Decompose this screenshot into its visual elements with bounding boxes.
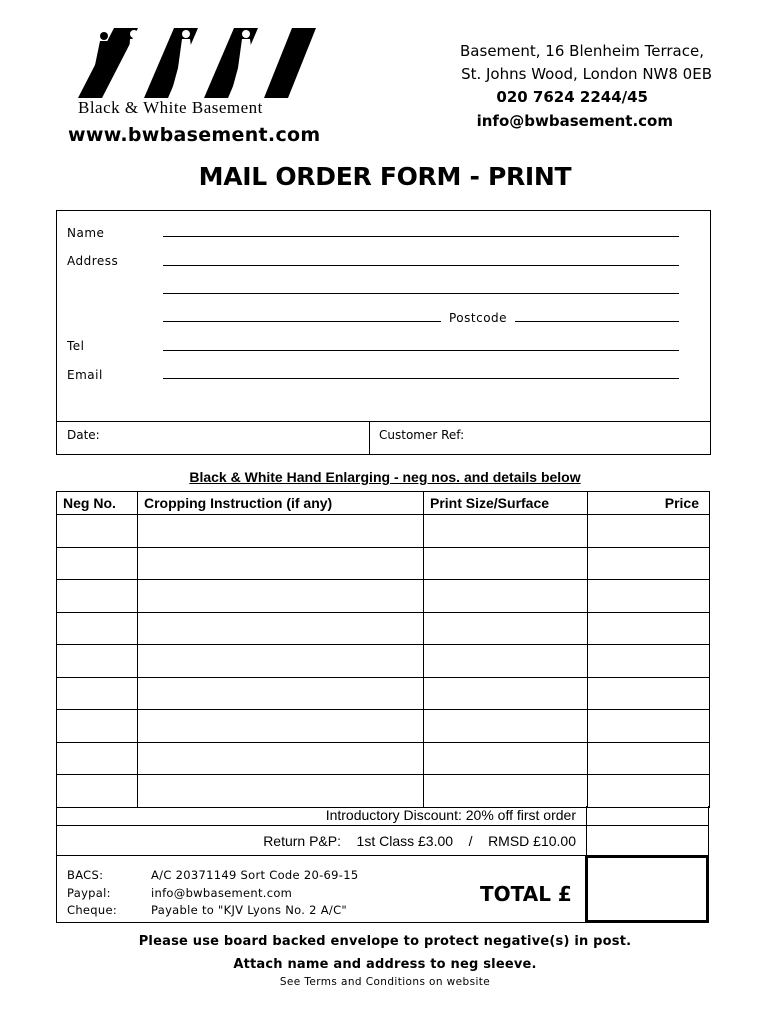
postage-row [56, 825, 709, 856]
email-label: Email [67, 368, 103, 382]
cropping-cell[interactable] [138, 547, 424, 580]
customer-details-box [56, 210, 711, 455]
table-row [57, 515, 710, 548]
paypal-value: info@bwbasement.com [151, 886, 293, 900]
print-size-cell[interactable] [424, 775, 588, 808]
postcode-label: Postcode [449, 311, 508, 325]
bacs-label: BACS: [67, 868, 104, 882]
table-row [57, 775, 710, 808]
price-cell[interactable] [588, 515, 710, 548]
table-row [57, 677, 710, 710]
bacs-value: A/C 20371149 Sort Code 20-69-15 [151, 868, 359, 882]
cropping-cell[interactable] [138, 515, 424, 548]
customer-ref-label: Customer Ref: [379, 428, 465, 442]
column-header-neg-no: Neg No. [57, 492, 138, 515]
print-size-cell[interactable] [424, 612, 588, 645]
address-line-2: St. Johns Wood, London NW8 0EB [461, 65, 712, 83]
print-size-cell[interactable] [424, 742, 588, 775]
website-link[interactable]: www.bwbasement.com [68, 124, 321, 146]
neg-no-cell[interactable] [57, 677, 138, 710]
table-row [57, 742, 710, 775]
postage-text: Return P&P: 1st Class £3.00 / RMSD £10.00 [263, 833, 576, 849]
cropping-cell[interactable] [138, 742, 424, 775]
table-row [57, 580, 710, 613]
email-field[interactable] [163, 378, 679, 379]
envelope-note: Please use board backed envelope to protect negative(s) in post. [138, 934, 632, 949]
total-label: TOTAL £ [480, 882, 572, 906]
name-field[interactable] [163, 236, 679, 237]
price-cell[interactable] [588, 677, 710, 710]
date-field[interactable] [57, 422, 370, 455]
tel-field[interactable] [163, 350, 679, 351]
column-header-print-size: Print Size/Surface [424, 492, 588, 515]
phone-number: 020 7624 2244/45 [496, 88, 648, 106]
sleeve-note: Attach name and address to neg sleeve. [233, 957, 537, 972]
address-field-line-2[interactable] [163, 293, 679, 294]
logo-wordmark: Black & White Basement [78, 98, 263, 117]
email-address[interactable]: info@bwbasement.com [476, 112, 673, 130]
postage-price-cell[interactable] [586, 826, 708, 855]
address-line-1: Basement, 16 Blenheim Terrace, [460, 42, 704, 60]
cropping-cell[interactable] [138, 580, 424, 613]
address-field-line-3[interactable] [163, 321, 441, 322]
table-row [57, 612, 710, 645]
neg-no-cell[interactable] [57, 742, 138, 775]
neg-no-cell[interactable] [57, 775, 138, 808]
postcode-field[interactable] [515, 321, 679, 322]
discount-row [56, 806, 709, 826]
print-size-cell[interactable] [424, 645, 588, 678]
neg-no-cell[interactable] [57, 515, 138, 548]
cheque-value: Payable to "KJV Lyons No. 2 A/C" [151, 903, 347, 917]
price-cell[interactable] [588, 580, 710, 613]
print-size-cell[interactable] [424, 515, 588, 548]
table-row [57, 645, 710, 678]
paypal-label: Paypal: [67, 886, 111, 900]
neg-no-cell[interactable] [57, 547, 138, 580]
cropping-cell[interactable] [138, 645, 424, 678]
column-header-cropping: Cropping Instruction (if any) [138, 492, 424, 515]
price-cell[interactable] [588, 645, 710, 678]
discount-price-cell[interactable] [586, 806, 708, 825]
cropping-cell[interactable] [138, 710, 424, 743]
neg-no-cell[interactable] [57, 710, 138, 743]
address-field-line-1[interactable] [163, 265, 679, 266]
address-label: Address [67, 254, 119, 268]
section-title: Black & White Hand Enlarging - neg nos. and details below [189, 469, 581, 485]
table-row [57, 710, 710, 743]
neg-no-cell[interactable] [57, 645, 138, 678]
cheque-label: Cheque: [67, 903, 118, 917]
cropping-cell[interactable] [138, 612, 424, 645]
total-amount-field[interactable] [585, 855, 709, 923]
order-table [56, 491, 709, 808]
neg-no-cell[interactable] [57, 580, 138, 613]
cropping-cell[interactable] [138, 775, 424, 808]
date-ref-row [57, 421, 710, 454]
price-cell[interactable] [588, 547, 710, 580]
price-cell[interactable] [588, 775, 710, 808]
discount-text: Introductory Discount: 20% off first order [325, 807, 576, 823]
print-size-cell[interactable] [424, 547, 588, 580]
form-title: MAIL ORDER FORM - PRINT [198, 162, 572, 191]
price-cell[interactable] [588, 710, 710, 743]
terms-note: See Terms and Conditions on website [279, 976, 491, 988]
price-cell[interactable] [588, 612, 710, 645]
table-row [57, 547, 710, 580]
price-cell[interactable] [588, 742, 710, 775]
column-header-price: Price [588, 492, 710, 515]
print-size-cell[interactable] [424, 710, 588, 743]
print-size-cell[interactable] [424, 677, 588, 710]
cropping-cell[interactable] [138, 677, 424, 710]
neg-no-cell[interactable] [57, 612, 138, 645]
date-label: Date: [67, 428, 100, 442]
print-size-cell[interactable] [424, 580, 588, 613]
name-label: Name [67, 226, 105, 240]
tel-label: Tel [67, 339, 85, 353]
